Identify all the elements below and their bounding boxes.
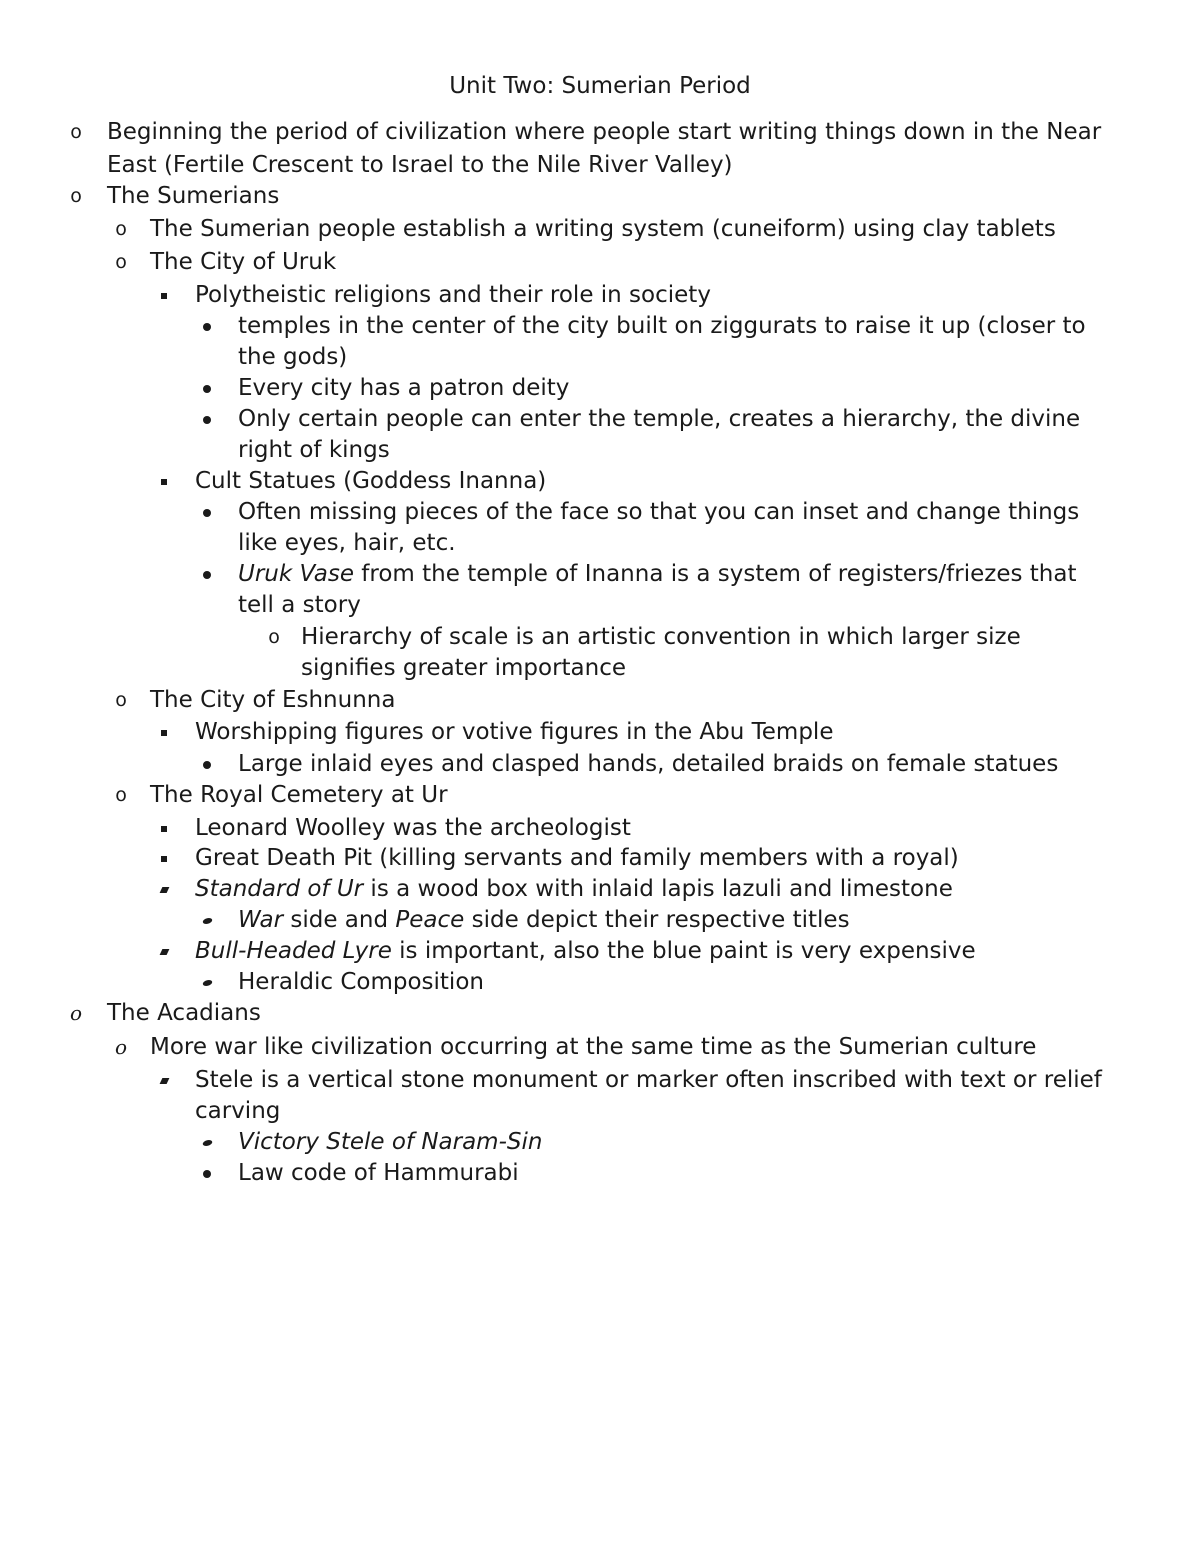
page-title: Unit Two: Sumerian Period [449,73,751,99]
list-item-missing-cont: like eyes, hair, etc. [238,530,456,556]
square-bullet [158,843,170,874]
list-item-naram-sin [238,1127,542,1158]
circle-bullet: o [115,218,127,240]
dot-bullet [201,311,213,342]
dot-bullet [201,497,213,528]
list-item-uruk-vase: Uruk Vase from the temple of Inanna is a system of registers/friezes that [238,561,1077,587]
list-item-beginning-cont: East (Fertile Crescent to Israel to the Nile River Valley) [107,152,733,178]
dot-bullet [201,749,213,780]
dot-bullet [201,967,213,998]
square-bullet [158,813,170,844]
circle-bullet: o [70,121,82,143]
list-item-lyre: Bull-Headed Lyre is important, also the blue paint is very expensive [195,938,976,964]
dot-bullet [201,559,213,590]
list-item-temples-cont: the gods) [238,344,348,370]
dot-bullet [201,373,213,404]
artwork-title: Bull-Headed Lyre [195,938,392,964]
list-item-stele-cont: carving [195,1098,281,1124]
list-item-city-eshnunna: The City of Eshnunna [150,687,396,713]
square-bullet [158,936,170,967]
list-item-war-like: More war like civilization occurring at the same time as the Sumerian culture [150,1034,1037,1060]
list-item-patron: Every city has a patron deity [238,375,570,401]
circle-bullet: o [115,689,127,711]
list-item-heraldic: Heraldic Composition [238,969,484,995]
list-item-temple-enter: Only certain people can enter the temple, creates a hierarchy, the divine [238,406,1081,432]
list-item-temples: temples in the center of the city built on ziggurats to raise it up (closer to [238,313,1086,339]
square-bullet [158,466,170,497]
square-bullet [158,280,170,311]
dot-bullet [201,1158,213,1189]
artwork-title: Standard of Ur [195,876,364,902]
list-item-sumerians: The Sumerians [107,183,280,209]
list-item-missing: Often missing pieces of the face so that you can inset and change things [238,499,1080,525]
list-item-hierarchy-cont: signifies greater importance [301,655,627,681]
list-item-standard: Standard of Ur is a wood box with inlaid lapis lazuli and limestone [195,876,953,902]
dot-bullet [201,905,213,936]
artwork-title: Victory Stele of Naram-Sin [238,1129,543,1155]
list-item-royal-cemetery: The Royal Cemetery at Ur [150,782,448,808]
list-item-beginning: Beginning the period of civilization where people start writing things down in the Near [107,119,1102,145]
circle-bullet: o [70,185,82,207]
square-bullet [158,874,170,905]
list-item-worshipping: Worshipping figures or votive figures in the Abu Temple [195,719,834,745]
square-bullet [158,717,170,748]
circle-bullet: o [69,1001,83,1025]
list-item-woolley: Leonard Woolley was the archeologist [195,815,631,841]
list-item-polytheistic: Polytheistic religions and their role in society [195,282,711,308]
circle-bullet: o [115,251,127,273]
list-item-stele: Stele is a vertical stone monument or marker often inscribed with text or relief [195,1067,1102,1093]
list-item-hammurabi: Law code of Hammurabi [238,1160,519,1186]
list-item-uruk-vase-cont: tell a story [238,592,361,618]
list-item-city-uruk: The City of Uruk [150,249,337,275]
dot-bullet [201,404,213,435]
list-item-hierarchy: Hierarchy of scale is an artistic convention in which larger size [301,624,1021,650]
list-item-writing-system: The Sumerian people establish a writing system (cuneiform) using clay tablets [150,216,1056,242]
list-item-acadians: The Acadians [107,1000,261,1026]
dot-bullet [201,1127,213,1158]
list-item-death-pit: Great Death Pit (killing servants and family members with a royal) [195,845,959,871]
list-item-inlaid-eyes: Large inlaid eyes and clasped hands, detailed braids on female statues [238,751,1059,777]
list-item-war-peace: War side and Peace side depict their respective titles [238,907,850,933]
circle-bullet: o [114,1035,128,1059]
circle-bullet: o [268,626,280,648]
artwork-title: Uruk Vase [238,561,354,587]
list-item-temple-enter-cont: right of kings [238,437,390,463]
circle-bullet: o [115,784,127,806]
list-item-cult-statues: Cult Statues (Goddess Inanna) [195,468,547,494]
square-bullet [158,1065,170,1096]
